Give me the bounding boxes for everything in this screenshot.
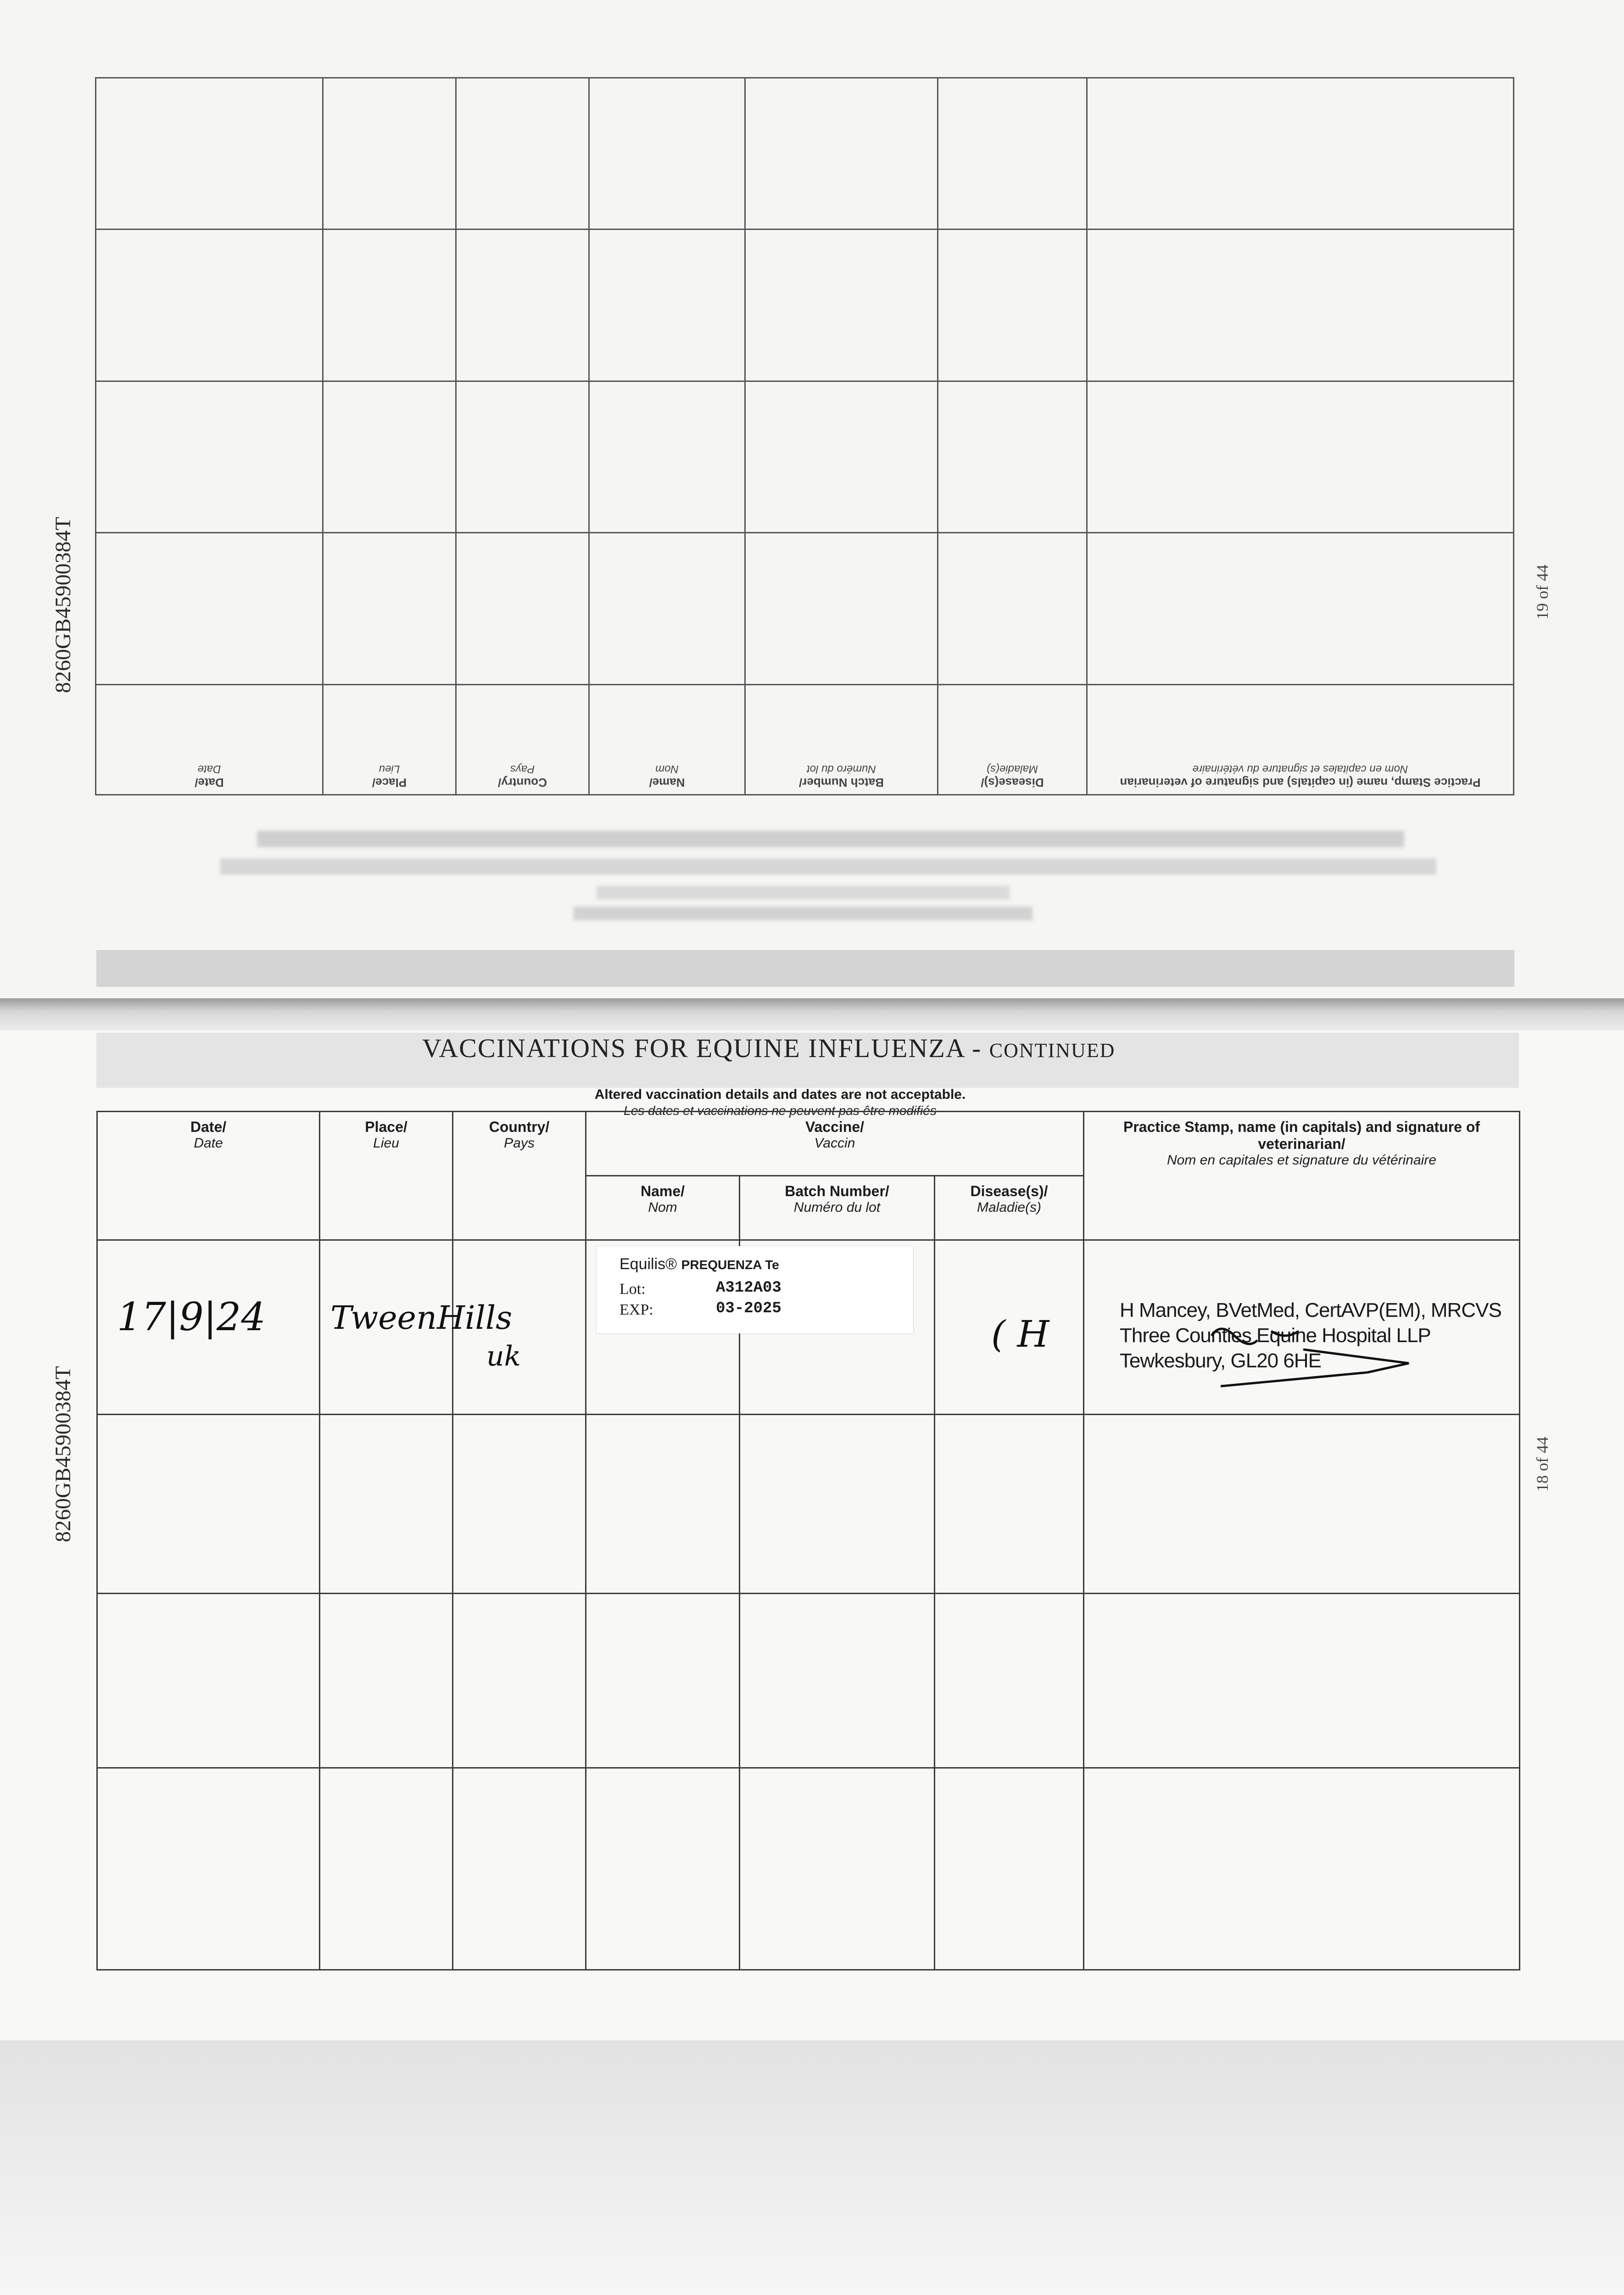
header-batch-number: Batch Number/ Numéro du lot	[740, 1176, 935, 1240]
entry-country-handwritten: uk	[486, 1340, 521, 1372]
table-row	[97, 1415, 1520, 1594]
entry-disease-handwritten: ( H	[991, 1313, 1049, 1355]
upper-title-band	[96, 950, 1514, 987]
header-disease: Disease(s)/ Maladie(s)	[935, 1176, 1084, 1240]
header-country: Country/ Pays	[453, 1112, 586, 1240]
vaccine-product-name: Equilis® PREQUENZA Te	[619, 1255, 779, 1273]
stamp-practice-name: Three Counties Equine Hospital LLP	[1120, 1324, 1431, 1347]
exp-key: EXP:	[619, 1301, 653, 1318]
entry-date-handwritten: 17|9|24	[117, 1294, 266, 1339]
lot-key: Lot:	[619, 1281, 646, 1298]
page-title: VACCINATIONS FOR EQUINE INFLUENZA - CONTINUED	[422, 1033, 1116, 1063]
blurred-text-line	[597, 886, 1010, 900]
alteration-notice: Altered vaccination details and dates are not acceptable. Les dates et vaccinations ne peuvent pas être modifiés	[594, 1087, 966, 1118]
document-id-top: 8260GB45900384T	[51, 517, 75, 693]
header-country: Country/ Pays	[456, 685, 589, 795]
blurred-text-line	[220, 858, 1436, 875]
header-vaccine-name: Name/ Nom	[586, 1176, 740, 1240]
lot-value: A312A03	[716, 1279, 781, 1297]
upper-vaccination-table	[96, 77, 1514, 795]
blurred-text-line	[257, 831, 1404, 847]
header-vaccine: Vaccine/ Vaccin	[586, 1112, 1084, 1176]
vaccination-table	[96, 1111, 1519, 1969]
stamp-address: Tewkesbury, GL20 6HE	[1120, 1349, 1321, 1372]
scanner-background	[0, 2040, 1624, 2295]
header-batch: Batch Number/ Numéro du lot	[745, 685, 938, 795]
header-practice-stamp: Practice Stamp, name (in capitals) and signature of veterinarian/ Nom en capitales et signature du vétérinaire	[1084, 1112, 1520, 1240]
vaccine-batch-sticker	[597, 1246, 913, 1333]
table-row	[97, 1594, 1520, 1768]
header-date: Date/ Date	[96, 685, 323, 795]
header-disease: Disease(s)/ Maladie(s)	[938, 685, 1087, 795]
header-name: Name/ Nom	[589, 685, 745, 795]
veterinarian-signature	[1193, 1317, 1450, 1409]
header-practice-stamp: Practice Stamp, name (in capitals) and signature of veterinarian Nom en capitales et signature du vétérinaire	[1087, 685, 1514, 795]
table-row	[97, 1768, 1520, 1970]
document-id-bottom: 8260GB45900384T	[51, 1366, 75, 1542]
entry-place-handwritten: TweenHills	[330, 1299, 513, 1337]
header-place: Place/ Lieu	[323, 685, 456, 795]
exp-value: 03-2025	[716, 1300, 781, 1317]
stamp-vet-name: H Mancey, BVetMed, CertAVP(EM), MRCVS	[1120, 1299, 1501, 1321]
header-date: Date/ Date	[97, 1112, 320, 1240]
book-spine	[0, 998, 1624, 1030]
blurred-text-line	[574, 907, 1032, 920]
page-number-top: 19 of 44	[1533, 565, 1551, 620]
page-number-bottom: 18 of 44	[1533, 1437, 1551, 1492]
header-place: Place/ Lieu	[320, 1112, 453, 1240]
